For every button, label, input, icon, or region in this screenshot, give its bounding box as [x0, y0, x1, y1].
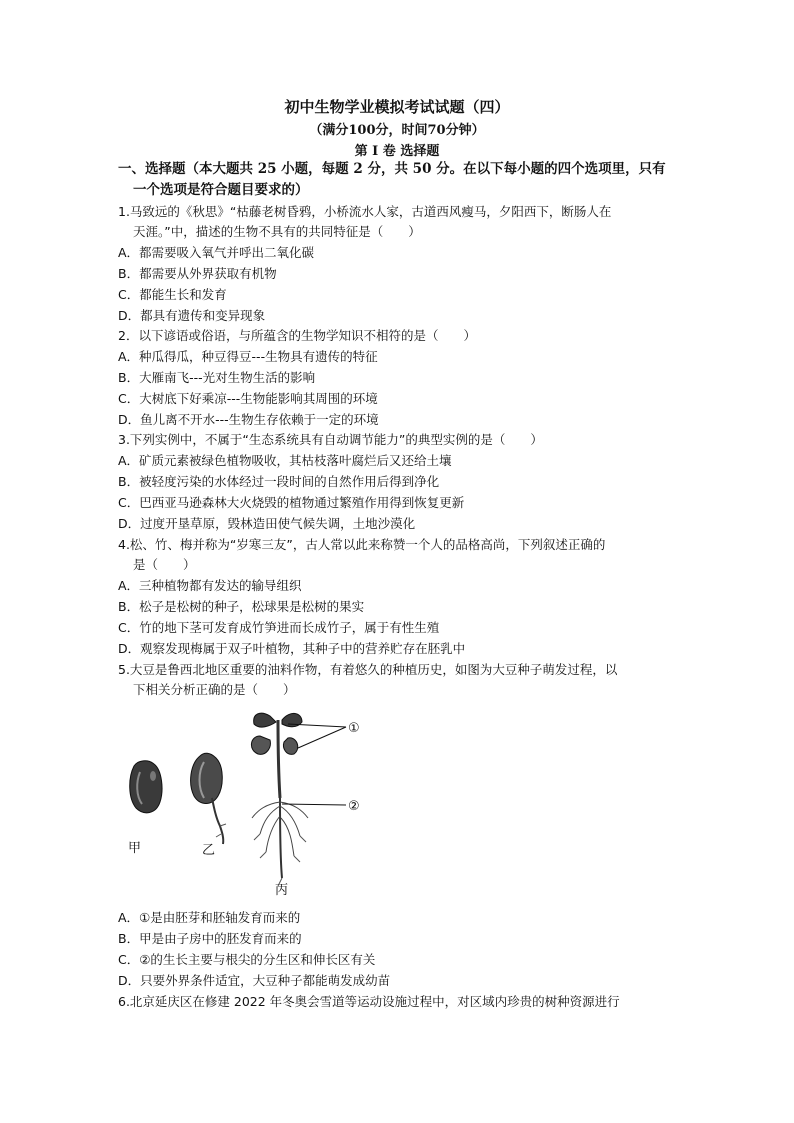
q6-stem-line-1: 6.北京延庆区在修建 2022 年冬奥会雪道等运动设施过程中，对区域内珍贵的树种资源进行 — [118, 994, 620, 1009]
q5-option-d: D．只要外界条件适宜，大豆种子都能萌发成幼苗 — [118, 973, 391, 988]
figure-label-yi: 乙 — [202, 843, 216, 858]
soybean-germination-figure — [120, 706, 380, 902]
figure-marker-1: ① — [348, 721, 360, 736]
q3-option-b: B．被轻度污染的水体经过一段时间的自然作用后得到净化 — [118, 474, 440, 489]
figure-label-jia: 甲 — [128, 841, 142, 856]
part-label: 第 I 卷 选择题 — [354, 144, 440, 159]
q1-option-c: C．都能生长和发育 — [118, 287, 227, 302]
q1-option-d: D．都具有遗传和变异现象 — [118, 308, 266, 323]
q3-stem: 3.下列实例中，不属于“生态系统具有自动调节能力”的典型实例的是（ ） — [118, 432, 543, 447]
q4-option-c: C．竹的地下茎可发育成竹笋进而长成竹子，属于有性生殖 — [118, 620, 440, 635]
page-subtitle: （满分100分，时间70分钟） — [309, 123, 485, 138]
q2-option-d: D．鱼儿离不开水---生物生存依赖于一定的环境 — [118, 412, 379, 427]
q4-option-d: D．观察发现梅属于双子叶植物，其种子中的营养贮存在胚乳中 — [118, 641, 466, 656]
q2-option-b: B．大雁南飞---光对生物生活的影响 — [118, 370, 316, 385]
figure-label-bing: 丙 — [275, 883, 289, 898]
q3-option-c: C．巴西亚马逊森林大火烧毁的植物通过繁殖作用得到恢复更新 — [118, 495, 465, 510]
q4-option-b: B．松子是松树的种子，松球果是松树的果实 — [118, 599, 365, 614]
seedling-illustration — [251, 713, 346, 886]
q3-option-d: D．过度开垦草原，毁林造田使气候失调，土地沙漠化 — [118, 516, 416, 531]
figure-marker-2: ② — [348, 799, 360, 814]
section-heading-line-1: 一、选择题（本大题共 25 小题，每题 2 分，共 50 分。在以下每小题的四个选项里，只有 — [118, 161, 666, 177]
q4-option-a: A．三种植物都有发达的输导组织 — [118, 578, 302, 593]
q5-stem-line-2: 下相关分析正确的是（ ） — [133, 682, 296, 697]
q2-option-c: C．大树底下好乘凉---生物能影响其周围的环境 — [118, 391, 378, 406]
section-heading-line-2: 一个选项是符合题目要求的） — [133, 182, 309, 198]
q3-option-a: A．矿质元素被绿色植物吸收，其枯枝落叶腐烂后又还给土壤 — [118, 453, 452, 468]
q5-option-a: A．①是由胚芽和胚轴发育而来的 — [118, 910, 301, 925]
germinating-seed-illustration — [191, 753, 226, 844]
q4-stem-line-1: 4.松、竹、梅并称为“岁寒三友”，古人常以此来称赞一个人的品格高尚，下列叙述正确的 — [118, 537, 606, 552]
q5-stem-line-1: 5.大豆是鲁西北地区重要的油料作物，有着悠久的种植历史，如图为大豆种子萌发过程，以 — [118, 662, 618, 677]
page-title: 初中生物学业模拟考试试题（四） — [284, 98, 510, 116]
q2-stem: 2．以下谚语或俗语，与所蕴含的生物学知识不相符的是（ ） — [118, 328, 476, 343]
q2-option-a: A．种瓜得瓜，种豆得豆---生物具有遗传的特征 — [118, 349, 378, 364]
q5-option-c: C．②的生长主要与根尖的分生区和伸长区有关 — [118, 952, 376, 967]
q1-option-b: B．都需要从外界获取有机物 — [118, 266, 277, 281]
q4-stem-line-2: 是（ ） — [133, 557, 196, 572]
q1-option-a: A．都需要吸入氧气并呼出二氧化碳 — [118, 245, 315, 260]
q5-option-b: B．甲是由子房中的胚发育而来的 — [118, 931, 302, 946]
q1-stem-line-1: 1.马致远的《秋思》“枯藤老树昏鸦，小桥流水人家，古道西风瘦马，夕阳西下，断肠人在 — [118, 204, 612, 219]
seed-illustration — [130, 761, 162, 813]
q1-stem-line-2: 天涯。”中，描述的生物不具有的共同特征是（ ） — [133, 224, 421, 239]
